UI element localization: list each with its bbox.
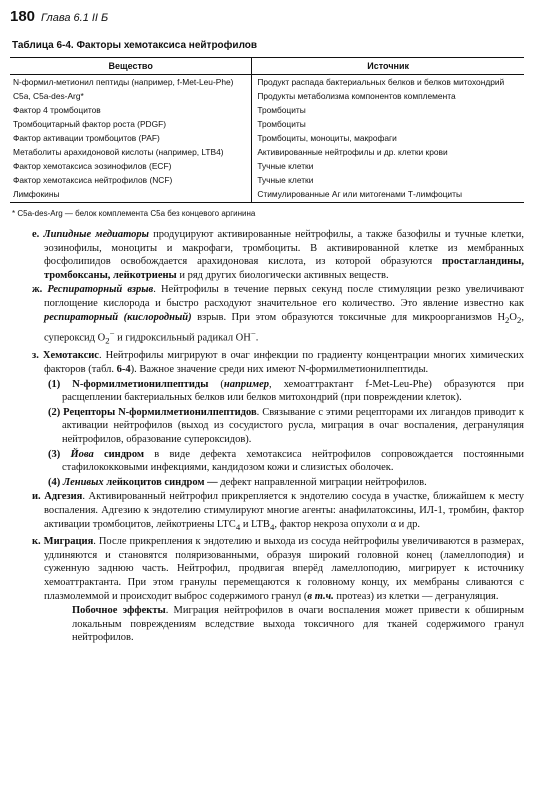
item-marker: е.: [32, 229, 40, 240]
subitem-lazy-leukocyte: [10, 476, 524, 490]
table-reference: 6-4: [116, 364, 131, 376]
item-marker: ж.: [32, 284, 43, 296]
chemotaxis-factors-table: [10, 57, 524, 203]
subscript: 4: [235, 521, 241, 532]
text: (: [208, 378, 224, 390]
text: , супероксид O: [44, 311, 525, 344]
subscript: 2: [517, 314, 522, 325]
term: Респираторный взрыв: [47, 284, 154, 296]
section-adhesion: [10, 490, 524, 534]
text: продуцируют активированные нейтрофилы, а также базофилы и тучные клетки, эозинофилы, моноциты и макрофаги, тромбоциты. В активированной клетке из мембранных фосфолипидов освобождается арахидоновая кислота, из которой образуются: [44, 229, 524, 268]
term: Липидные медиаторы: [43, 229, 149, 240]
column-header-source: Источник: [252, 58, 524, 75]
column-header-substance: Вещество: [10, 58, 252, 75]
item-marker: з.: [32, 350, 39, 362]
section-chemotaxis: [10, 349, 524, 376]
superscript: −: [109, 328, 115, 339]
term: N-формилметионилпептиды: [72, 378, 209, 390]
table-row: [10, 131, 524, 145]
substance-cell: Тромбоцитарный фактор роста (PDGF): [13, 119, 167, 129]
table-row: [10, 75, 524, 90]
table-row: [10, 89, 524, 103]
subscript: 2: [505, 314, 510, 325]
item-marker: и.: [32, 491, 41, 503]
term: Йова: [70, 448, 94, 460]
text: и ряд других биологически активных веществ.: [176, 269, 389, 281]
text: . Активированный нейтрофил прикрепляется к эндотелию сосуда в участке, ближайшем к месту воспаления. Адгезию к эндотелию стимулируют многие агенты: анафилатоксины, ИЛ-1, тромбин, фактор активации тромбоцитов, лейкотриены LTC: [44, 491, 525, 530]
source-cell: Тромбоциты: [252, 103, 524, 117]
text: .: [255, 332, 259, 344]
section-lipid-mediators: [10, 228, 524, 282]
table-row: [10, 187, 524, 203]
item-marker: (3): [48, 448, 61, 460]
text: O: [509, 311, 518, 323]
source-cell: Тучные клетки: [252, 173, 524, 187]
table-row: [10, 117, 524, 131]
source-cell: Продукт распада бактериальных белков и белков митохондрий: [252, 75, 524, 90]
term: Миграция: [43, 536, 94, 548]
substance-cell: Лимфокины: [10, 187, 252, 203]
source-cell: Тромбоциты, моноциты, макрофаги: [252, 131, 524, 145]
table-title: Таблица 6-4. Факторы хемотаксиса нейтрофилов: [12, 40, 258, 51]
chapter-title: Глава 6.1 II Б: [41, 12, 109, 24]
text: и гидроксильный радикал OH: [114, 332, 251, 344]
superscript: −: [250, 328, 256, 339]
text: в виде дефекта хемотаксиса нейтрофилов сопровождается постоянными стафилококковыми инфекциями, кандидозом кожи и слизистых оболочек.: [62, 448, 525, 474]
item-marker: (4): [48, 476, 61, 488]
emphasis: респираторный: [44, 311, 119, 323]
table-footnote: * C5a-des-Arg — белок комплемента C5a без концевого аргинина: [12, 209, 256, 218]
side-effects: [10, 604, 524, 645]
table-row: [10, 145, 524, 159]
text: . Нейтрофилы в течение первых секунд после стимуляции резко увеличивают поглощение кислорода и быстро расходуют значительное его количество. Это явление известно как: [44, 284, 525, 309]
subscript: 4: [269, 521, 275, 532]
text: протеаз) из клетки — дегрануляция.: [333, 590, 499, 602]
page-number: 180: [10, 8, 36, 25]
text: дефект направленной миграции нейтрофилов.: [217, 476, 427, 488]
term: Хемотаксис: [42, 350, 99, 362]
term: Рецепторы N-формилметионилпептидов: [63, 406, 257, 418]
text: , хемоаттрактант f-Met-Leu-Phe) образуются при расщеплении бактериальных белков или белков митохондрий (при повреждении клеток).: [62, 378, 525, 404]
table-row: [10, 103, 524, 117]
text: . Миграция нейтрофилов в очаги воспаления может привести к обширным локальным повреждениям вследствие выхода токсичного для тканей содержимого гранул нейтрофилов.: [72, 605, 524, 644]
emphasis: например: [223, 378, 270, 390]
substance-cell: Фактор активации тромбоцитов (PAF): [13, 133, 160, 143]
source-cell: Стимулированные Аг или митогенами Т-лимфоциты: [252, 187, 524, 203]
substance-cell: Фактор 4 тромбоцитов: [13, 105, 101, 115]
term: Побочное эффекты: [72, 605, 166, 617]
subitem-job-syndrome: [10, 448, 524, 475]
table-row: [10, 173, 524, 187]
item-marker: (1): [48, 378, 61, 390]
table-row: [10, 159, 524, 173]
text: . Связывание с этими рецепторами их лигандов приводит к активации нейтрофилов (выход из сосудистого русла, миграция в очаг воспаления, дегрануляция нейтрофилов, образование супероксидов).: [62, 406, 524, 445]
text: . Нейтрофилы мигрируют в очаг инфекции по градиенту концентрации многих химических факторов (табл.: [44, 350, 525, 376]
substance-cell: Фактор хемотаксиса нейтрофилов (NCF): [13, 175, 173, 185]
item-marker: к.: [32, 536, 41, 548]
text: и LTB: [240, 518, 270, 530]
term: Ленивых: [62, 476, 104, 488]
text: . После прикрепления к эндотелию и выхода из сосуда нейтрофилы увеличиваются в размерах, удлиняются и становятся поляризованными, образуя широкий головной конец (ламеллоподия) и суженную заднюю часть. Нейтрофил, продвигая вперёд ламеллоподию, мигрирует к источнику хемоаттрактанта. При этом гранулы перемещаются к головному концу, их мембраны сливаются с плазмолеммой и происходит выброс содержимого гранул (: [44, 536, 525, 602]
text: взрыв. При этом образуются токсичные для микроорганизмов H: [191, 311, 506, 323]
substance-cell: N-формил-метионил пептиды (например, f-Met-Leu-Phe): [13, 77, 234, 87]
emphasis: в т.ч.: [307, 590, 334, 602]
substance-cell: Метаболиты арахидоновой кислоты (например, LTB4): [13, 147, 224, 157]
section-respiratory-burst: [10, 283, 524, 348]
emphasis: простагландины, тромбоксаны, лейкотриены: [44, 256, 524, 281]
running-head: [10, 8, 524, 28]
source-cell: Тучные клетки: [252, 159, 524, 173]
source-cell: Активированные нейтрофилы и др. клетки крови: [252, 145, 524, 159]
source-cell: Продукты метаболизма компонентов комплемента: [252, 89, 524, 103]
item-marker: (2): [48, 406, 61, 418]
text: ). Важное значение среди них имеют N-формилметионилпептиды.: [130, 364, 429, 376]
substance-cell: Фактор хемотаксиса эозинофилов (ECF): [13, 161, 172, 171]
section-migration: [10, 535, 524, 603]
substance-cell: C5a, C5a-des-Arg*: [13, 91, 84, 101]
table-header-row: [10, 58, 524, 75]
subitem-formyl-peptides: [10, 378, 524, 405]
term: синдром: [103, 448, 145, 460]
term: Адгезия: [44, 491, 83, 503]
term: лейкоцитов синдром —: [106, 476, 218, 488]
subitem-receptors: [10, 406, 524, 447]
emphasis: (кислородный): [123, 311, 192, 323]
subscript: 2: [105, 335, 110, 346]
text: , фактор некроза опухоли α и др.: [274, 518, 421, 530]
source-cell: Тромбоциты: [252, 117, 524, 131]
